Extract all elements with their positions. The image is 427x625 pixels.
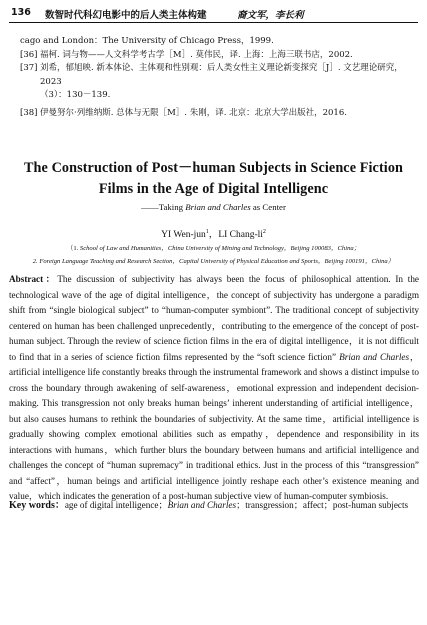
keyword-work-title: Brian and Charles [167,500,237,510]
reference-item [20,107,413,121]
reference-item [20,62,413,103]
affiliation-1 [0,242,427,252]
abstract-text: The discussion of subjectivity has always been the focus of philosophical attention. In the technological wave of the age of digital intelligence，the concept of subjectivity has undergone a paradigm shift from “single biological subject” to “human-computer symbiont”. The traditional concept of subjectivity centered on human has been challenged unprecedently，contributing to the emergence of the concept of post-human subject. Through the review of science fiction films in the era of digital intelligence，it is not difficult to find that in a series of science fiction films represented by the “soft science fiction” [9,274,419,362]
subtitle-prefix: ——Taking [141,202,186,212]
article-subtitle [0,202,427,212]
reference-number: [37] [20,63,38,73]
subtitle-suffix: as Center [250,202,286,212]
author-name: YI Wen-jun [161,230,206,240]
abstract-text: ，artificial intelligence life constantly breaks through the instrumental framework and shows a distinct impulse to cross the boundary through awakening of self-awareness，emotional expression and independent decision-making. This transgression not only breaks human beings’ inherent understanding of artificial intelligence，but also causes humans to rethink the boundaries of subjectivity. At the same time，artificial intelligence is gradually showing complex emotional abilities such as empathy，dependence and responsibility in its interactions with humans，which further blurs the boundary between humans and artificial intelligence and challenges the concept of “human supremacy” in traditional ethics. Just in the process of this “transgression” and “affect”，human beings and artificial intelligence jointly reshape each other’s existence meaning and value，which indicates the generation of a post-human subjective view of human-computer symbiosis. [9,351,420,501]
keywords [9,498,419,514]
reference-item [20,49,413,63]
author-byline [0,226,427,240]
reference-continuation [20,35,413,49]
affiliation-text: School of Law and Humanities，China University of Mining and Technology，Beijing 100083，China； [79,245,361,252]
affiliation-open-paren: （ [66,245,74,252]
affiliation-number: 1. [73,245,80,252]
abstract-work-title: Brian and Charles [339,351,410,362]
title-line: Films in the Age of Digital Intelligenc [98,181,329,197]
running-header [9,4,418,22]
reference-number: [38] [20,107,38,118]
keywords-label: Key words： [9,500,65,511]
running-title: 数智时代科幻电影中的后人类主体构建 [45,10,207,21]
abstract [9,272,419,505]
page-number: 136 [11,7,31,18]
keyword-text: ；transgression；affect；post-human subjects [236,500,409,510]
affiliation-text: 2. Foreign Language Teaching and Research Section，Capital University of Physical Education and Sports，Beijing 100191，China） [32,258,395,265]
reference-text: 福柯. 词与物——人文科学考古学［M］. 莫伟民，译. 上海：上海三联书店，2002. [40,49,353,60]
affiliation-2 [0,255,427,265]
author-separator: ， [208,230,219,240]
author-affiliation-marker: 2 [262,228,266,235]
reference-text: cago and London：The University of Chicago Press，1999. [20,36,274,46]
reference-text: 伊曼努尔·列维纳斯. 总体与无限［M］. 朱刚，译. 北京：北京大学出版社，2016. [40,107,347,118]
abstract-label: Abstract： [9,274,58,284]
title-line: The Construction of Post－human Subjects in Science Fiction [23,160,404,176]
running-authors: 裔文军，李长利 [237,10,304,21]
author-affiliation-marker: 1 [205,228,209,235]
reference-text: 刘希，郁旭映. 新本体论、主体观和性别观：后人类女性主义理论新变探究［J］. 文艺理论研究，2023 [40,63,403,87]
author-name: LI Chang-li [218,230,263,240]
subtitle-work-title: Brian and Charles [185,202,251,212]
reference-number: [36] [20,49,38,60]
keyword-text: age of digital intelligence； [64,500,168,510]
article-title [0,158,427,200]
reference-text-continued: （3）：130－139. [40,90,111,100]
header-rule [9,22,418,23]
reference-list [20,35,413,120]
